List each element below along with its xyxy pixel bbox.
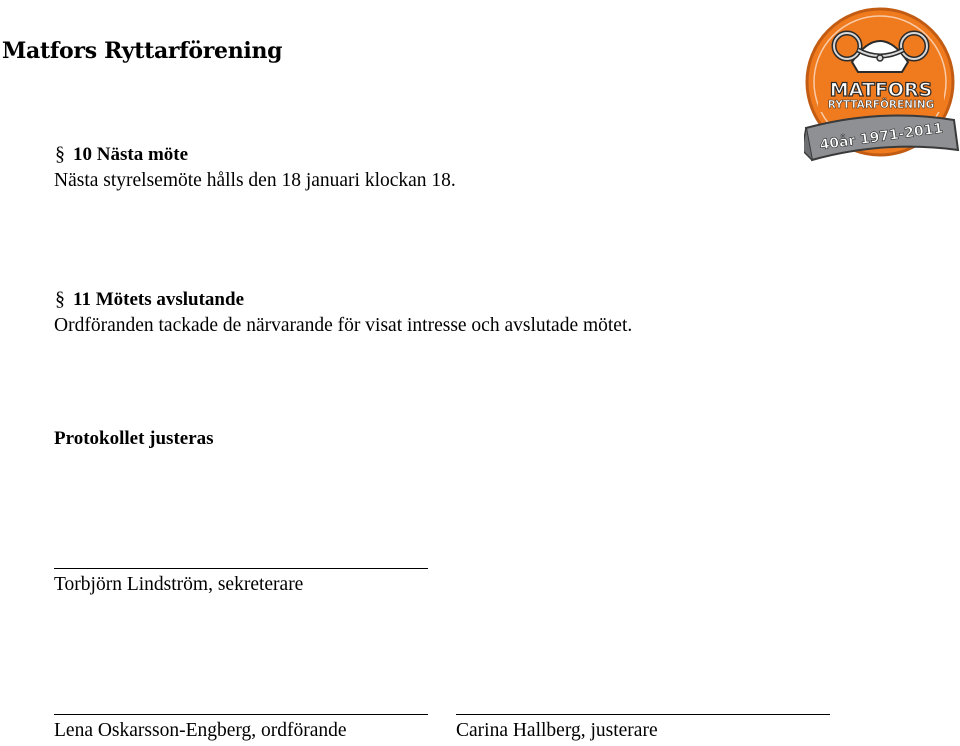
signatures-title: Protokollet justeras xyxy=(54,428,214,449)
secretary-name: Torbjörn Lindström, sekreterare xyxy=(54,574,304,595)
paragraph-symbol: § xyxy=(55,143,65,165)
section-text-11: Ordföranden tackade de närvarande för visat intresse och avslutade mötet. xyxy=(54,315,633,336)
adjuster-signature-line xyxy=(456,714,830,715)
section-heading-text: 10 Nästa möte xyxy=(73,144,189,165)
organization-name: Matfors Ryttarförening xyxy=(2,38,283,64)
logo-ribbon-text: 40år 1971-2011 xyxy=(818,120,945,154)
chair-name: Lena Oskarsson-Engberg, ordförande xyxy=(54,720,347,741)
paragraph-symbol: § xyxy=(55,288,65,310)
club-logo xyxy=(804,0,960,172)
secretary-signature-line xyxy=(54,568,428,569)
logo-subtitle: RYTTARFÖRENING xyxy=(827,99,935,111)
chair-signature-line xyxy=(54,714,428,715)
section-heading-text: 11 Mötets avslutande xyxy=(73,289,244,310)
logo-title: MATFORS xyxy=(829,79,933,101)
adjuster-name: Carina Hallberg, justerare xyxy=(456,720,658,741)
section-text-10: Nästa styrelsemöte hålls den 18 januari klockan 18. xyxy=(54,170,456,191)
section-heading-11 xyxy=(55,288,244,311)
section-heading-10 xyxy=(55,143,188,166)
